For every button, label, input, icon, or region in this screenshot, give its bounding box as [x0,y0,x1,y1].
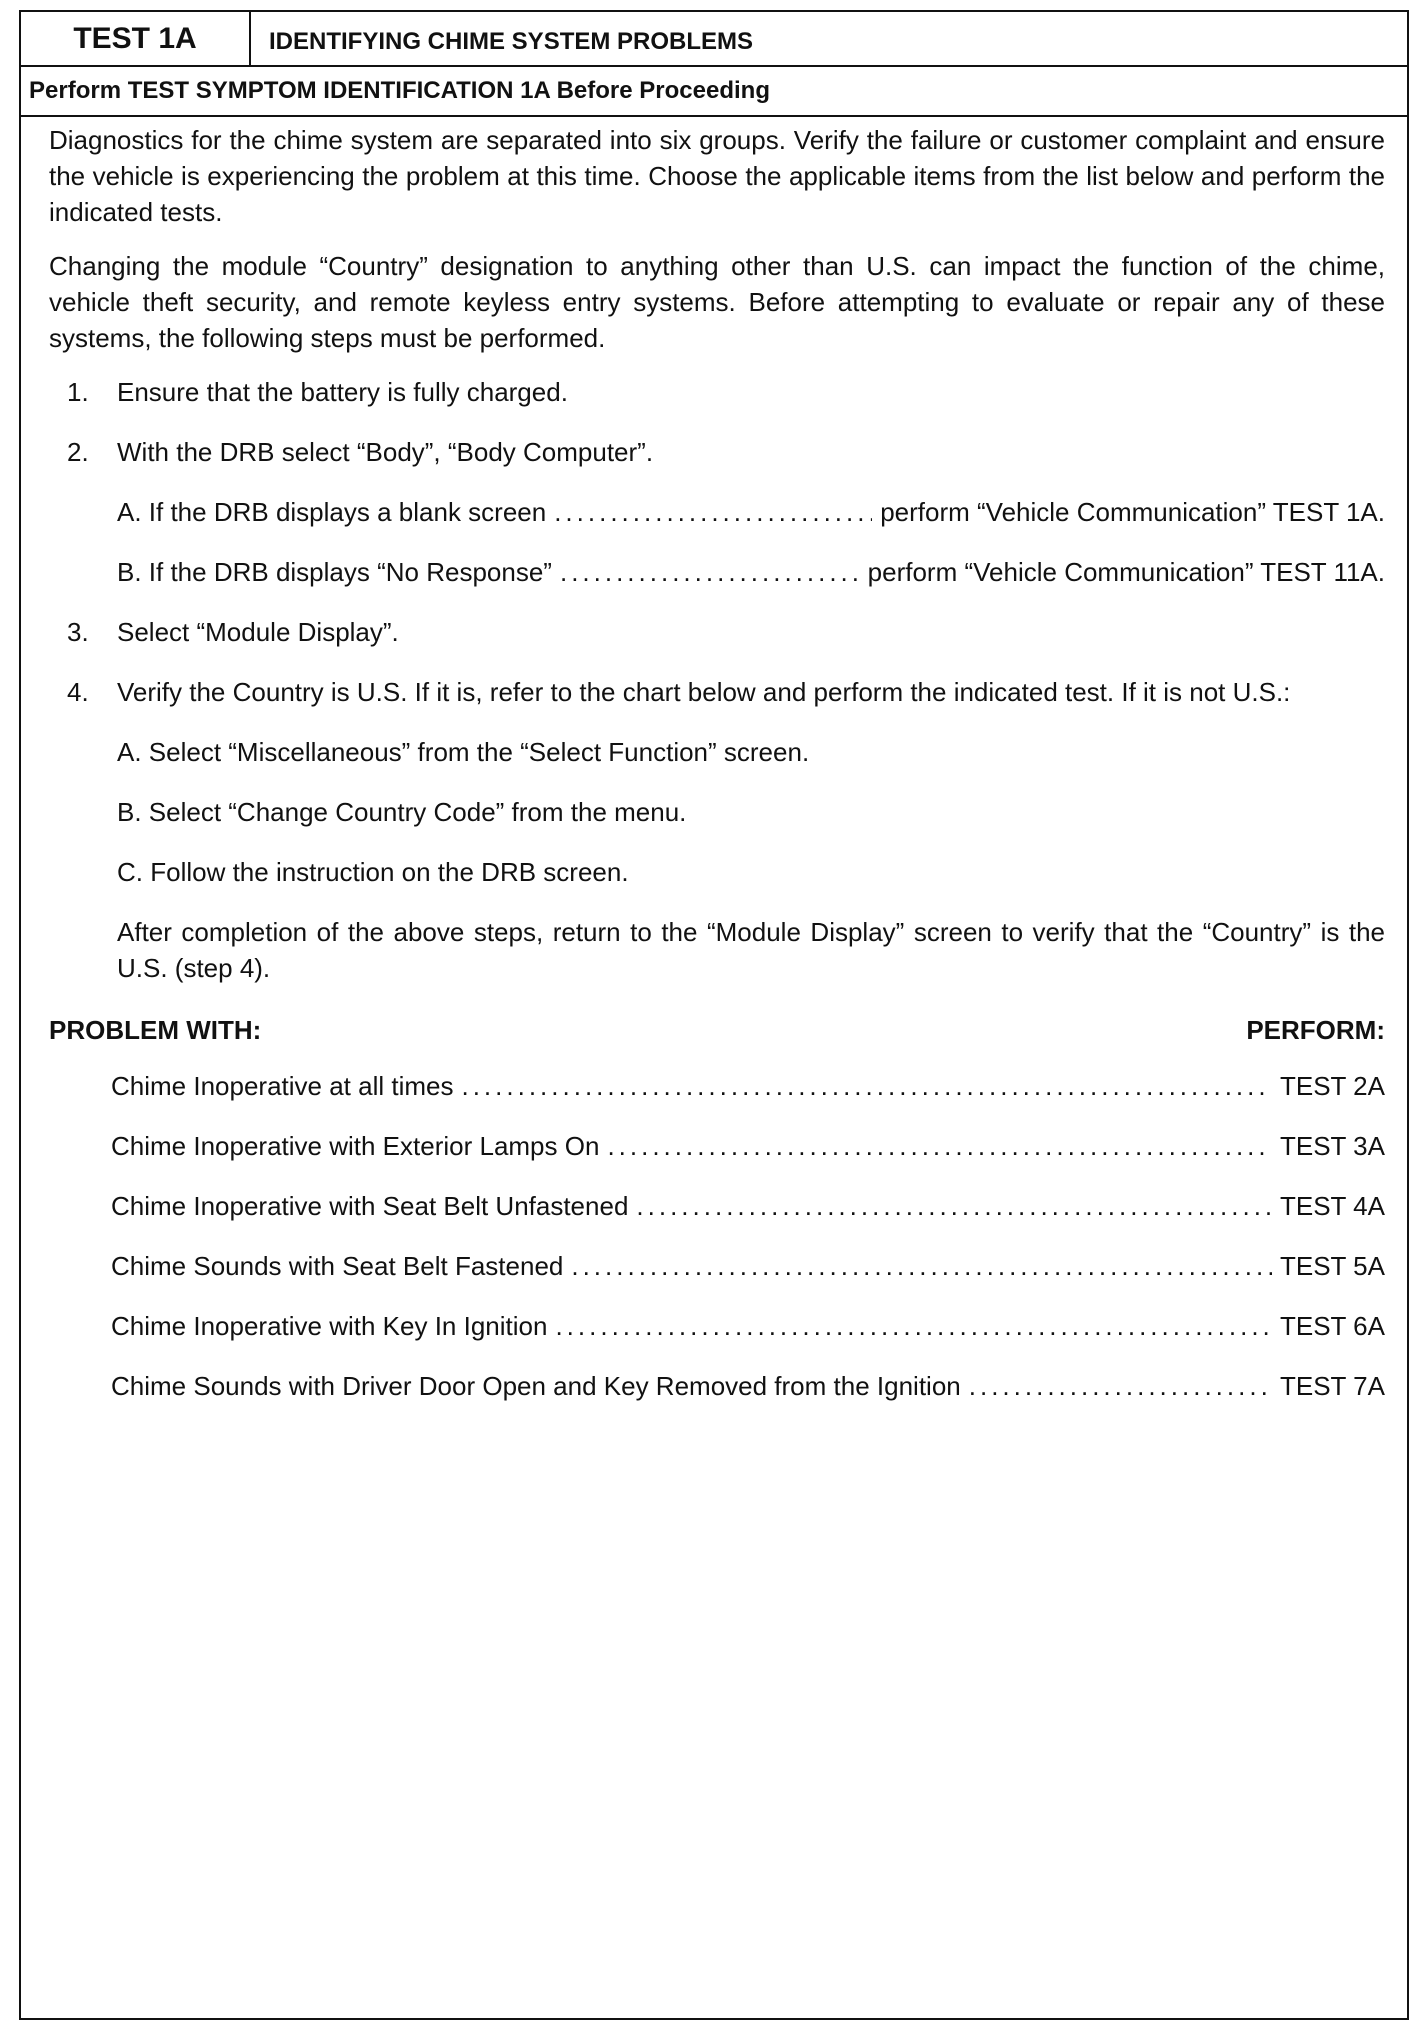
problem-test: TEST 4A [1279,1191,1385,1221]
step-number: 1. [67,377,89,407]
problem-row [49,1308,1385,1344]
option-result: perform “Vehicle Communication” TEST 1A. [880,497,1385,527]
step-text: Ensure that the battery is fully charged. [117,377,568,407]
problem-row [49,1128,1385,1164]
step-number: 4. [67,677,89,707]
step-4-option-b: B. Select “Change Country Code” from the menu. [117,797,687,827]
dot-leader [969,1368,1272,1404]
intro-paragraph-2: Changing the module “Country” designation to anything other than U.S. can impact the function of the chime, vehicle theft security, and remote keyless entry systems. Before attempting to evaluate or repair any of these systems, the following steps must be performed. [49,251,1385,353]
problem-table-header [49,1012,1385,1048]
option-label: B. If the DRB displays “No Response” [117,557,552,587]
dot-leader [560,554,860,590]
dot-leader [461,1068,1272,1104]
problem-test: TEST 6A [1279,1311,1385,1341]
step-4-after-note: After completion of the above steps, return to the “Module Display” screen to verify that the “Country” is the U.S. (step 4). [117,917,1385,983]
step-2 [49,434,1385,470]
dot-leader [555,1308,1272,1344]
dot-leader [636,1188,1272,1224]
header-row [21,12,1407,67]
document-frame [19,10,1409,2020]
step-text: With the DRB select “Body”, “Body Computer”. [117,437,654,467]
problem-label: Chime Inoperative with Exterior Lamps On [111,1131,600,1161]
dot-leader [571,1248,1272,1284]
content [49,122,1385,1428]
test-id: TEST 1A [21,12,251,65]
test-title: IDENTIFYING CHIME SYSTEM PROBLEMS [269,28,754,55]
dot-leader [607,1128,1272,1164]
problem-test: TEST 7A [1279,1371,1385,1401]
step-number: 3. [67,617,89,647]
option-result: perform “Vehicle Communication” TEST 11A. [867,557,1385,587]
problem-row [49,1368,1385,1404]
step-4 [49,674,1385,710]
step-4-option-a: A. Select “Miscellaneous” from the “Select Function” screen. [117,737,810,767]
problem-label: Chime Sounds with Driver Door Open and Key Removed from the Ignition [111,1371,961,1401]
intro-paragraph-1: Diagnostics for the chime system are separated into six groups. Verify the failure or customer complaint and ensure the vehicle is experiencing the problem at this time. Choose the applicable items from the list below and perform the indicated tests. [49,125,1385,227]
step-text: Verify the Country is U.S. If it is, refer to the chart below and perform the indicated test. If it is not U.S.: [117,677,1291,707]
perform-column-header: PERFORM: [1246,1015,1385,1045]
step-number: 2. [67,437,89,467]
problem-row [49,1068,1385,1104]
option-label: A. If the DRB displays a blank screen [117,497,547,527]
problem-label: Chime Inoperative at all times [111,1071,454,1101]
problem-label: Chime Inoperative with Key In Ignition [111,1311,548,1341]
step-3 [49,614,1385,650]
problem-test: TEST 5A [1279,1251,1385,1281]
step-text: Select “Module Display”. [117,617,399,647]
problem-label: Chime Sounds with Seat Belt Fastened [111,1251,564,1281]
problem-label: Chime Inoperative with Seat Belt Unfastened [111,1191,629,1221]
prerequisite-note: Perform TEST SYMPTOM IDENTIFICATION 1A Before Proceeding [21,67,1407,117]
problem-column-header: PROBLEM WITH: [49,1015,262,1045]
problem-test: TEST 3A [1279,1131,1385,1161]
problem-row [49,1248,1385,1284]
dot-leader [554,494,872,530]
step-4-option-c: C. Follow the instruction on the DRB screen. [117,857,629,887]
step-1 [49,374,1385,410]
step-2-option-b [49,554,1385,590]
step-2-option-a [49,494,1385,530]
problem-test: TEST 2A [1279,1071,1385,1101]
problem-row [49,1188,1385,1224]
